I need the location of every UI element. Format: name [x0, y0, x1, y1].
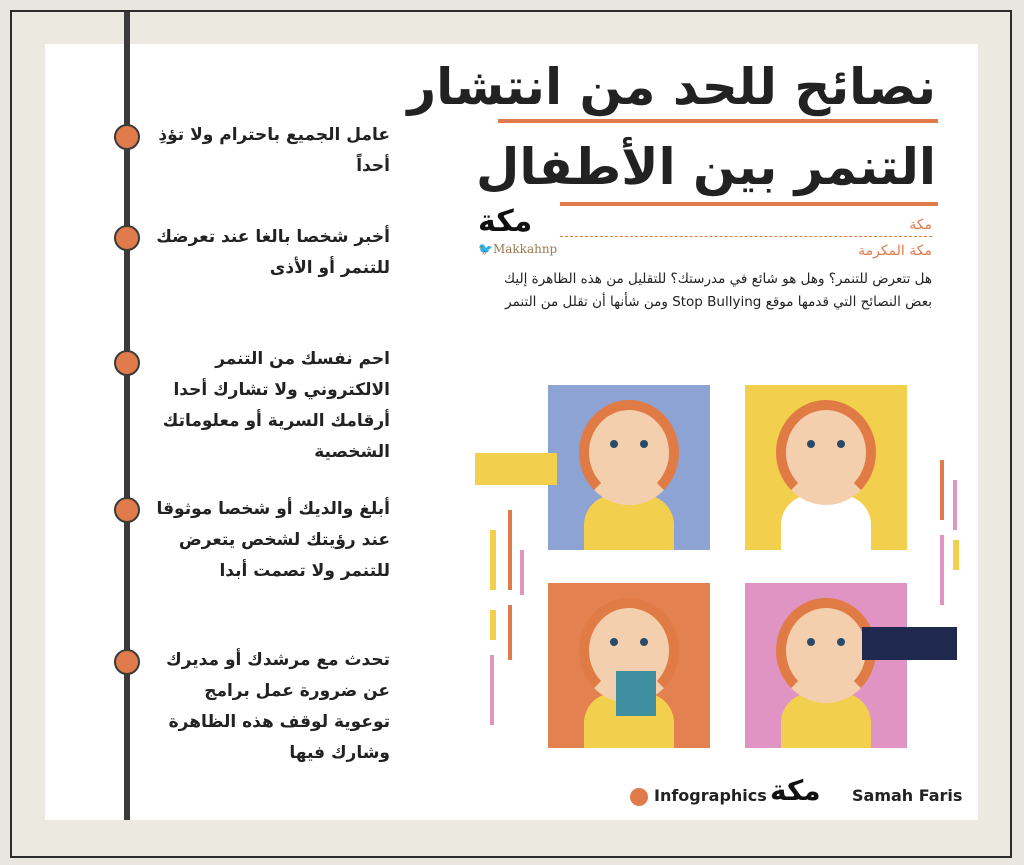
- decor-bar: [490, 655, 494, 725]
- title-line-1: نصائح للحد من انتشار: [407, 58, 936, 116]
- timeline-dot: [114, 350, 140, 376]
- decor-bar: [940, 535, 944, 605]
- title-underline: [560, 202, 938, 206]
- timeline-dot: [114, 497, 140, 523]
- intro-text: هل تتعرض للتنمر؟ وهل هو شائع في مدرستك؟ للتقليل من هذه الظاهرة إليك بعض النصائح التي قدمها موقع Stop Bullying ومن شأنها أن تقلل من التنمر: [504, 271, 932, 310]
- illustration-scared: [745, 583, 907, 748]
- decor-bar: [520, 550, 524, 595]
- illustration-stop-hand: [745, 385, 907, 550]
- title-underline: [498, 119, 938, 123]
- decor-bar: [940, 460, 944, 520]
- tip-4: أبلغ والديك أو شخصا موثوقا عند رؤيتك لشخص يتعرض للتنمر ولا تصمت أبدا: [156, 499, 390, 581]
- illustration-pointing-fingers: [548, 583, 710, 748]
- location-city: مكة: [909, 217, 932, 233]
- footer-logo: مكة: [770, 774, 821, 807]
- decor-bar: [490, 530, 496, 590]
- decor-bar: [490, 610, 496, 640]
- tip-3: احم نفسك من التنمر الالكتروني ولا تشارك أحدا أرقامك السرية أو معلوماتك الشخصية: [162, 349, 390, 462]
- decor-bar: [953, 540, 959, 570]
- illustration-covering-ears: [548, 385, 710, 550]
- decor-bar: [862, 627, 957, 660]
- tip-5: تحدث مع مرشدك أو مديرك عن ضرورة عمل برامج توعوية لوقف هذه الظاهرة وشارك فيها: [166, 650, 390, 763]
- footer-section: Infographics: [654, 786, 767, 805]
- twitter-handle[interactable]: 🐦Makkahnp: [478, 242, 558, 256]
- footer-author: Samah Faris: [852, 786, 963, 805]
- makkah-logo: مكة: [478, 204, 533, 239]
- decor-bar: [475, 453, 557, 485]
- footer-dot: [630, 788, 648, 806]
- tip-1: عامل الجميع باحترام ولا تؤذِ أحداً: [158, 125, 390, 176]
- twitter-icon: 🐦: [478, 242, 493, 256]
- tip-2: أخبر شخصا بالغا عند تعرضك للتنمر أو الأذى: [156, 227, 390, 278]
- decor-bar: [508, 605, 512, 660]
- timeline-dot: [114, 225, 140, 251]
- decor-bar: [508, 510, 512, 590]
- location-region: مكة المكرمة: [858, 243, 932, 259]
- decor-bar: [953, 480, 957, 530]
- timeline-dot: [114, 649, 140, 675]
- title-line-2: التنمر بين الأطفال: [476, 138, 936, 196]
- timeline-dot: [114, 124, 140, 150]
- divider: [560, 236, 932, 237]
